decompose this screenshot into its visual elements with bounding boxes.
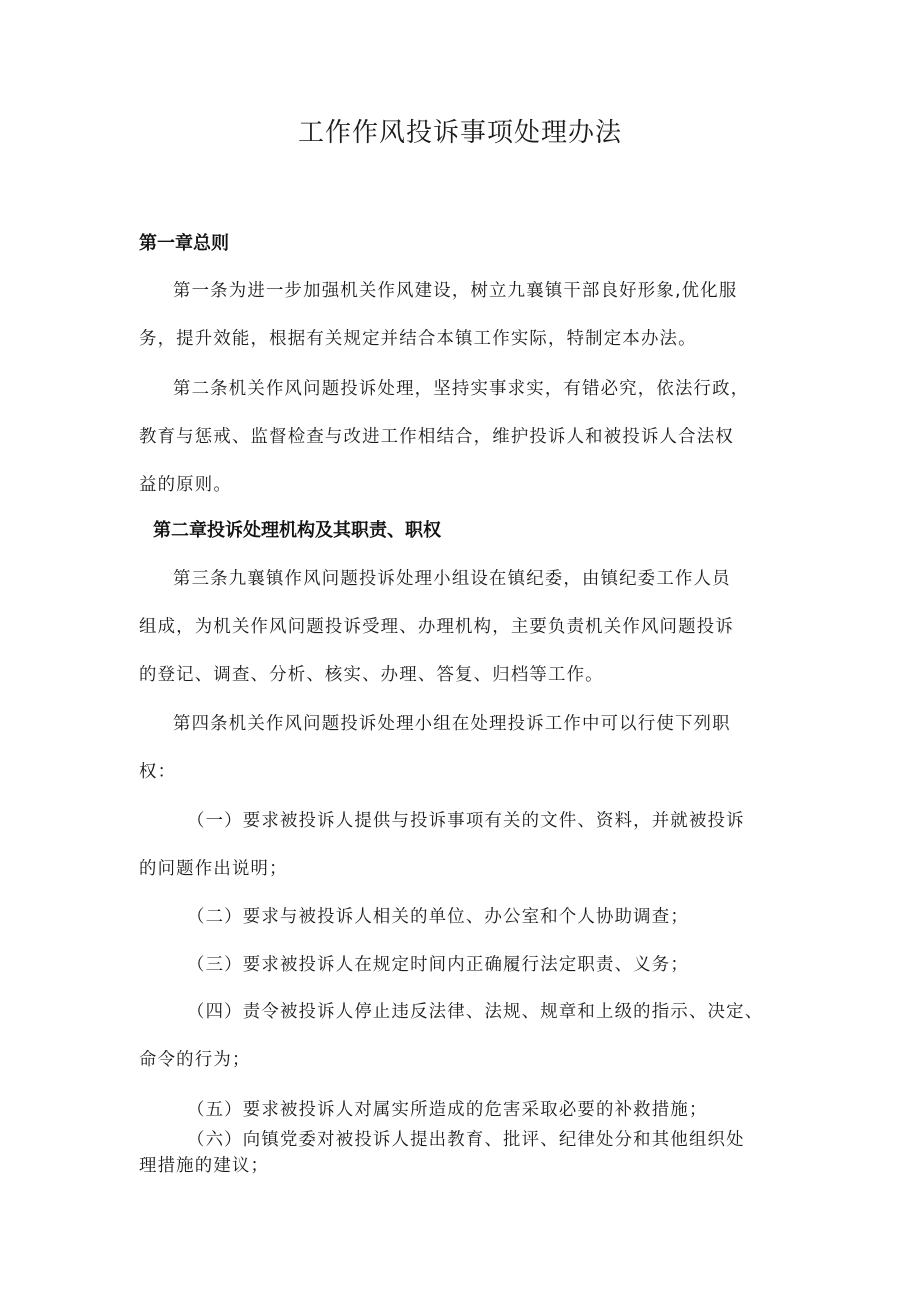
article-2-line-1: 第二条机关作风问题投诉处理，坚持实事求实，有错必究，依法行政， xyxy=(173,379,750,399)
chapter-1-heading: 第一章总则 xyxy=(139,233,229,254)
item-4-paragraph xyxy=(139,988,799,1084)
item-4-line-1: （四）责令被投诉人停止违反法律、法规、规章和上级的指示、决定、 xyxy=(187,1002,764,1022)
document-title: 工作作风投诉事项处理办法 xyxy=(297,118,622,148)
item-6-line-2: 理措施的建议； xyxy=(139,1156,270,1176)
article-3-paragraph xyxy=(139,555,799,699)
article-4-line-2: 权： xyxy=(139,762,177,782)
chapter-2-heading: 第二章投诉处理机构及其职责、职权 xyxy=(153,520,441,541)
article-4-paragraph xyxy=(139,700,799,796)
item-6-line-1: （六）向镇党委对被投诉人提出教育、批评、纪律处分和其他组织处 xyxy=(187,1130,745,1150)
item-2-line-1: （二）要求与被投诉人相关的单位、办公室和个人协助调查； xyxy=(187,907,689,927)
item-6-paragraph xyxy=(139,1127,799,1179)
article-1-paragraph xyxy=(139,267,799,363)
article-3-line-3: 的登记、调查、分析、核实、办理、答复、归档等工作。 xyxy=(139,665,604,685)
item-3-line-1: （三）要求被投诉人在规定时间内正确履行法定职责、义务； xyxy=(187,955,689,975)
article-1-line-2: 务，提升效能，根据有关规定并结合本镇工作实际，特制定本办法。 xyxy=(139,329,697,349)
item-4-line-2: 命令的行为； xyxy=(139,1050,251,1070)
article-2-line-3: 益的原则。 xyxy=(139,475,232,495)
article-4-line-1: 第四条机关作风问题投诉处理小组在处理投诉工作中可以行使下列职 xyxy=(173,714,731,734)
article-2-line-2: 教育与惩戒、监督检查与改进工作相结合，维护投诉人和被投诉人合法权 xyxy=(139,427,734,447)
item-1-paragraph xyxy=(139,797,799,893)
item-1-line-2: 的问题作出说明； xyxy=(139,859,288,879)
article-3-line-1: 第三条九襄镇作风问题投诉处理小组设在镇纪委，由镇纪委工作人员 xyxy=(173,569,731,589)
item-5-line-1: （五）要求被投诉人对属实所造成的危害采取必要的补救措施； xyxy=(187,1100,708,1120)
article-1-line-1: 第一条为进一步加强机关作风建设，树立九襄镇干部良好形象,优化服 xyxy=(173,281,738,301)
item-3-paragraph xyxy=(139,941,799,989)
item-2-paragraph xyxy=(139,893,799,941)
item-1-line-1: （一）要求被投诉人提供与投诉事项有关的文件、资料，并就被投诉 xyxy=(187,811,745,831)
article-2-paragraph xyxy=(139,365,799,509)
article-3-line-2: 组成，为机关作风问题投诉受理、办理机构，主要负责机关作风问题投诉 xyxy=(139,617,734,637)
